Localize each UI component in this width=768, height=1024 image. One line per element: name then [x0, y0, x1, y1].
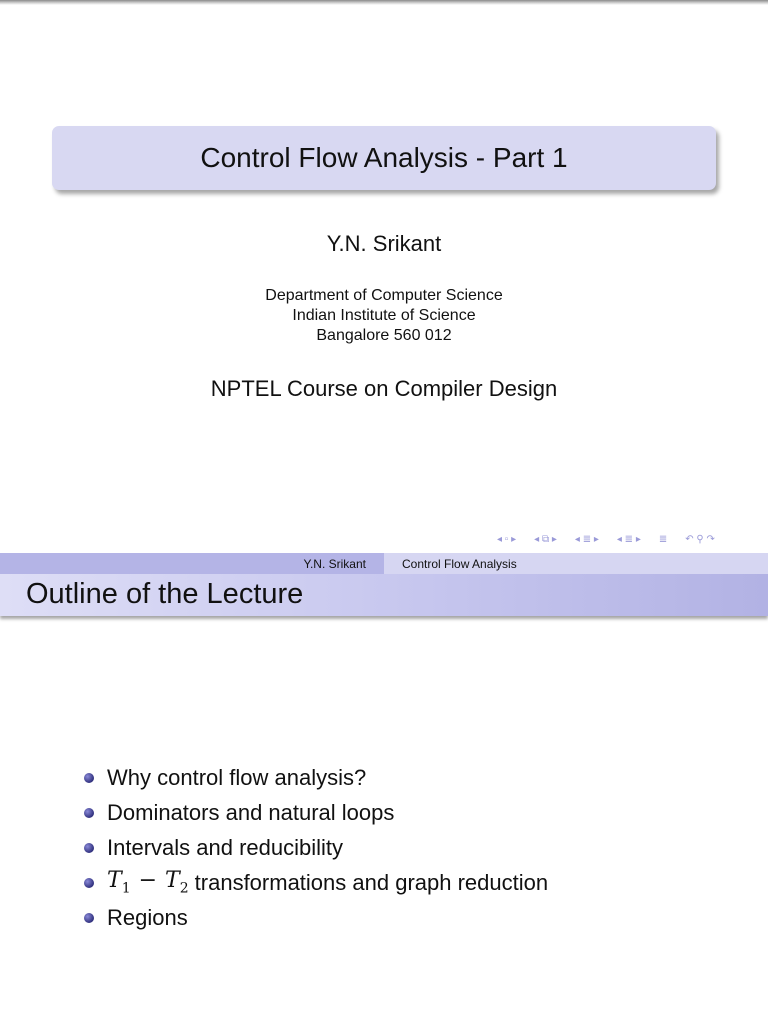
list-item-text: Regions [107, 904, 188, 930]
nav-frame-icon[interactable]: ◂ ▫ ▸ [497, 533, 517, 545]
math-minus: − [138, 868, 158, 894]
math-expression [107, 868, 189, 896]
bullet-icon [84, 843, 94, 853]
math-t2: T [165, 868, 180, 894]
title-box [52, 126, 716, 190]
math-t2-sub: 2 [179, 880, 189, 897]
nav-subsection-icon[interactable]: ◂ ⧉ ▸ [534, 533, 557, 545]
frame-title-bar [0, 574, 768, 616]
bullet-icon [84, 808, 94, 818]
list-item-text: transformations and graph reduction [194, 869, 549, 895]
course-name: NPTEL Course on Compiler Design [210, 376, 558, 401]
city-line: Bangalore 560 012 [316, 327, 452, 344]
footline-author: Y.N. Srikant [0, 553, 384, 574]
footline-title: Control Flow Analysis [384, 553, 768, 574]
nav-section-icon[interactable]: ◂ ≣ ▸ [574, 533, 599, 545]
bullet-icon [84, 773, 94, 783]
list-item [84, 830, 548, 865]
list-item [84, 900, 548, 935]
list-item-text: Intervals and reducibility [107, 834, 344, 860]
frame-title: Outline of the Lecture [26, 578, 304, 610]
nav-search-icon[interactable]: ↶ ⚲ ↷ [685, 533, 715, 545]
author-name: Y.N. Srikant [326, 231, 442, 256]
list-item [84, 795, 548, 830]
nav-toc-icon[interactable]: ≣ [658, 533, 668, 545]
list-item-text: Dominators and natural loops [107, 799, 395, 825]
department-line: Department of Computer Science [265, 287, 503, 304]
institute-block [0, 286, 768, 346]
beamer-navigation-bar [497, 532, 715, 546]
bullet-icon [84, 913, 94, 923]
list-item [84, 865, 548, 900]
math-t1: T [107, 868, 122, 894]
footline [0, 553, 768, 574]
institute-line: Indian Institute of Science [292, 307, 476, 324]
slide-title: Control Flow Analysis - Part 1 [200, 142, 568, 173]
list-item [84, 760, 548, 795]
page-top-shadow [0, 0, 768, 5]
nav-subsection-list-icon[interactable]: ◂ ≣ ▸ [616, 533, 641, 545]
bullet-icon [84, 878, 94, 888]
list-item-text: Why control flow analysis? [107, 764, 367, 790]
math-t1-sub: 1 [121, 880, 131, 897]
outline-list [84, 760, 548, 935]
